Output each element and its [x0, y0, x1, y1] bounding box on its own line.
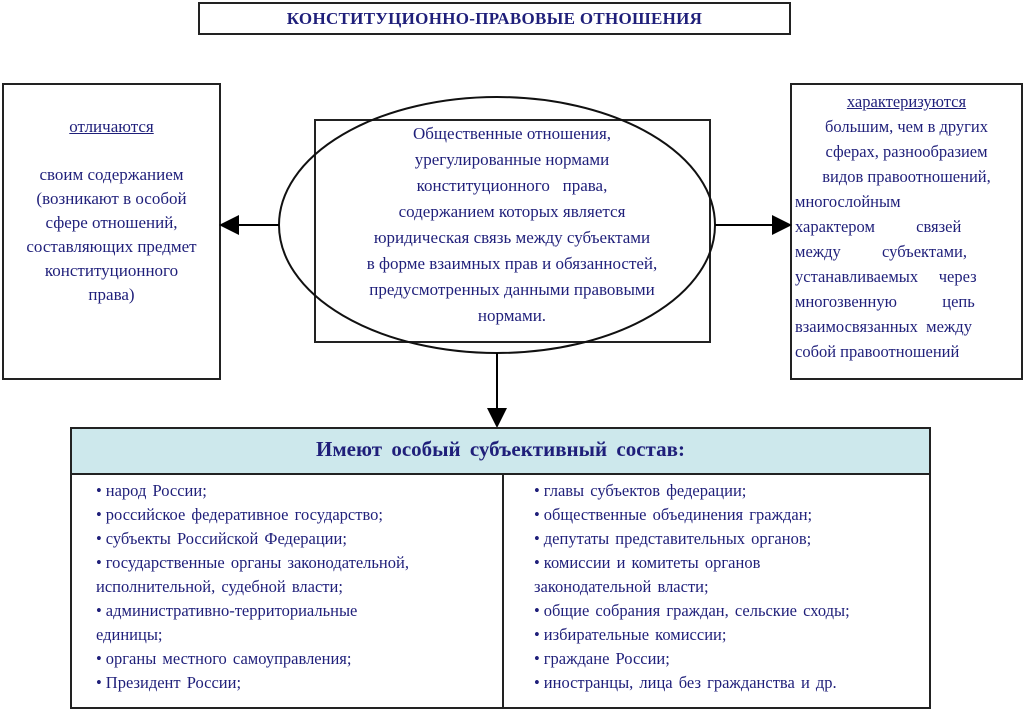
subjects-right-column — [534, 479, 929, 695]
definition-line: Общественные отношения, — [412, 124, 612, 143]
list-item: • граждане России; — [534, 649, 670, 668]
subjects-left-column — [96, 479, 496, 695]
list-item: • общественные объединения граждан; — [534, 505, 813, 524]
distinguishing-box — [2, 83, 221, 380]
bullet-icon: • — [96, 649, 102, 668]
bullet-icon: • — [96, 673, 102, 692]
definition-line: содержанием которых является — [398, 202, 626, 221]
distinguishing-line: конституционного — [44, 261, 179, 280]
subjects-header: Имеют особый субъективный состав: — [72, 429, 929, 475]
bullet-icon: • — [96, 601, 102, 620]
characteristics-line: большим, чем в других — [824, 117, 989, 136]
list-item: • Президент России; — [96, 673, 242, 692]
definition-line: юридическая связь между субъектами — [373, 228, 651, 247]
list-item: • государственные органы законодательной, — [96, 553, 409, 572]
bullet-icon: • — [534, 601, 540, 620]
characteristics-line: характером связей — [795, 217, 962, 236]
list-item-continuation: исполнительной, судебной власти; — [96, 577, 343, 596]
characteristics-line: устанавливаемых через — [795, 267, 977, 286]
bullet-icon: • — [96, 529, 102, 548]
list-item: • комиссии и комитеты органов — [534, 553, 761, 572]
characteristics-line: собой правоотношений — [795, 342, 960, 361]
characteristics-line: видов правоотношений, — [822, 167, 991, 186]
list-item: • депутаты представительных органов; — [534, 529, 812, 548]
list-item: • административно-территориальные — [96, 601, 358, 620]
distinguishing-line: составляющих предмет — [26, 237, 197, 256]
bullet-icon: • — [534, 481, 540, 500]
definition-line: в форме взаимных прав и обязанностей, — [366, 254, 658, 273]
bullet-icon: • — [96, 553, 102, 572]
list-item: • субъекты Российской Федерации; — [96, 529, 347, 548]
bullet-icon: • — [96, 505, 102, 524]
list-item: • органы местного самоуправления; — [96, 649, 352, 668]
list-item: • избирательные комиссии; — [534, 625, 727, 644]
distinguishing-line: (возникают в особой — [36, 189, 187, 208]
distinguishing-heading: отличаются — [69, 117, 154, 136]
list-item: • общие собрания граждан, сельские сходы; — [534, 601, 850, 620]
definition-line: предусмотренных данными правовыми — [369, 280, 655, 299]
definition-line: урегулированные нормами — [414, 150, 610, 169]
characteristics-heading: характеризуются — [846, 92, 967, 111]
list-item: • иностранцы, лица без гражданства и др. — [534, 673, 837, 692]
list-item: • российское федеративное государство; — [96, 505, 383, 524]
distinguishing-line: своим содержанием — [39, 165, 184, 184]
list-item: • народ России; — [96, 481, 207, 500]
bullet-icon: • — [96, 481, 102, 500]
subjects-box — [70, 427, 931, 709]
definition-line: нормами. — [477, 306, 547, 325]
bullet-icon: • — [534, 625, 540, 644]
characteristics-line: многослойным — [795, 192, 901, 211]
characteristics-line: между субъектами, — [795, 242, 967, 261]
distinguishing-line: права) — [88, 285, 135, 304]
characteristics-line: сферах, разнообразием — [825, 142, 988, 161]
bullet-icon: • — [534, 553, 540, 572]
list-item-continuation: единицы; — [96, 625, 163, 644]
bullet-icon: • — [534, 649, 540, 668]
list-item: • главы субъектов федерации; — [534, 481, 747, 500]
bullet-icon: • — [534, 505, 540, 524]
diagram-title: КОНСТИТУЦИОННО-ПРАВОВЫЕ ОТНОШЕНИЯ — [198, 2, 791, 35]
characteristics-box — [790, 83, 1023, 380]
list-item-continuation: законодательной власти; — [534, 577, 709, 596]
subjects-divider — [502, 475, 504, 707]
characteristics-line: многозвенную цепь — [795, 292, 975, 311]
bullet-icon: • — [534, 529, 540, 548]
bullet-icon: • — [534, 673, 540, 692]
distinguishing-line: сфере отношений, — [45, 213, 178, 232]
definition-line: конституционного права, — [416, 176, 608, 195]
characteristics-line: взаимосвязанных между — [795, 317, 972, 336]
definition-text — [318, 121, 706, 329]
